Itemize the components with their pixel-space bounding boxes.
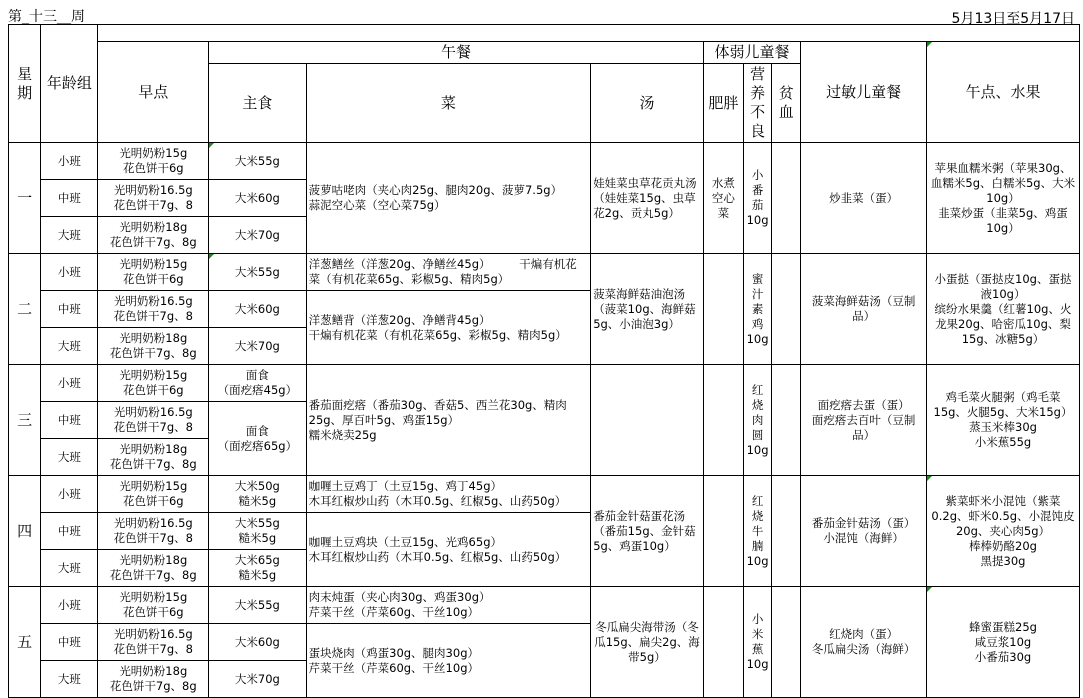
anemia-cell (772, 365, 801, 476)
header-weekday: 星 期 (9, 25, 41, 143)
staple-cell: 面食 （面疙瘩45g） (209, 365, 307, 402)
afternoon-cell: 鸡毛菜火腿粥（鸡毛菜15g、火腿5g、大米15g） 蒸玉米棒30g 小米蕉55g (927, 365, 1080, 476)
age-group-cell: 中班 (41, 513, 98, 550)
header-malnourished: 营 养 不 良 (744, 64, 772, 143)
malnourished-cell: 红 烧 牛 腩 10g (744, 476, 772, 587)
staple-cell: 大米70g (209, 661, 307, 698)
afternoon-cell: 紫菜虾米小混饨（紫菜0.2g、虾米0.5g、小混饨皮20g、夹心肉5g） 棒棒奶酪20g 黑提30g (927, 476, 1080, 587)
staple-cell: 大米60g (209, 291, 307, 328)
anemia-cell (772, 254, 801, 365)
header-blank (98, 25, 1080, 42)
staple-cell: 大米55g 糙米5g (209, 513, 307, 550)
breakfast-cell: 光明奶粉16.5g 花色饼干7g、8 (98, 180, 209, 217)
obese-cell (703, 254, 743, 365)
age-group-cell: 中班 (41, 624, 98, 661)
header-age-group: 年龄组 (41, 25, 98, 143)
staple-cell: 大米60g (209, 180, 307, 217)
dish-cell: 咖喱土豆鸡块（土豆15g、光鸡65g） 木耳红椒炒山药（木耳0.5g、红椒5g、山药50g） (306, 513, 591, 587)
obese-cell (703, 587, 743, 698)
breakfast-cell: 光明奶粉15g 花色饼干6g (98, 476, 209, 513)
dish-cell: 洋葱鳝背（洋葱20g、净鳝背45g） 干煸有机花菜（有机花菜65g、彩椒5g、精肉5g） (306, 291, 591, 365)
anemia-cell (772, 143, 801, 254)
age-group-cell: 大班 (41, 439, 98, 476)
dish-cell: 菠萝咕咾肉（夹心肉25g、腿肉20g、菠萝7.5g） 蒜泥空心菜（空心菜75g） (306, 143, 591, 254)
breakfast-cell: 光明奶粉15g 花色饼干6g (98, 365, 209, 402)
afternoon-cell: 蜂蜜蛋糕25g 咸豆浆10g 小番茄30g (927, 587, 1080, 698)
afternoon-cell: 小蛋挞（蛋挞皮10g、蛋挞液10g） 缤纷水果羹（红薯10g、火龙果20g、哈密瓜10g、梨15g、冰糖5g） (927, 254, 1080, 365)
staple-cell: 大米55g (209, 254, 307, 291)
breakfast-cell: 光明奶粉18g 花色饼干7g、8g (98, 550, 209, 587)
staple-cell: 大米55g (209, 587, 307, 624)
age-group-cell: 小班 (41, 476, 98, 513)
malnourished-cell: 小 米 蕉 10g (744, 587, 772, 698)
allergy-cell: 炒韭菜（蛋） (801, 143, 927, 254)
age-group-cell: 小班 (41, 143, 98, 180)
dish-cell: 蛋块烧肉（鸡蛋30g、腿肉30g） 芹菜干丝（芹菜60g、干丝10g） (306, 624, 591, 698)
breakfast-cell: 光明奶粉16.5g 花色饼干7g、8 (98, 513, 209, 550)
staple-cell: 大米70g (209, 217, 307, 254)
week-label: 第_十三__周 (8, 9, 85, 25)
breakfast-cell: 光明奶粉18g 花色饼干7g、8g (98, 439, 209, 476)
age-group-cell: 小班 (41, 587, 98, 624)
age-group-cell: 大班 (41, 661, 98, 698)
header-obese: 肥胖 (703, 64, 743, 143)
weekday-cell: 三 (9, 365, 41, 476)
date-range: 5月13日至5月17日 (951, 11, 1075, 27)
staple-cell: 面食 （面疙瘩65g） (209, 402, 307, 476)
soup-cell (591, 365, 704, 476)
soup-cell: 冬瓜扁尖海带汤（冬瓜15g、扁尖2g、海带5g） (591, 587, 704, 698)
header-anemia: 贫 血 (772, 64, 801, 143)
obese-cell: 水煮 空心 菜 (703, 143, 743, 254)
dish-cell: 洋葱鳝丝（洋葱20g、净鳝丝45g） 干煸有机花菜（有机花菜65g、彩椒5g、精肉5g） (306, 254, 591, 291)
dish-cell: 肉末炖蛋（夹心肉30g、鸡蛋30g） 芹菜干丝（芹菜60g、干丝10g） (306, 587, 591, 624)
dish-cell: 番茄面疙瘩（番茄30g、香菇5、西兰花30g、精肉25g、厚百叶5g、鸡蛋15g） 糯米烧卖25g (306, 365, 591, 476)
age-group-cell: 大班 (41, 550, 98, 587)
breakfast-cell: 光明奶粉16.5g 花色饼干7g、8 (98, 624, 209, 661)
breakfast-cell: 光明奶粉18g 花色饼干7g、8g (98, 328, 209, 365)
allergy-cell: 面疙瘩去蛋（蛋） 面疙瘩去百叶（豆制品） (801, 365, 927, 476)
staple-cell: 大米60g (209, 624, 307, 661)
breakfast-cell: 光明奶粉18g 花色饼干7g、8g (98, 217, 209, 254)
weekday-cell: 四 (9, 476, 41, 587)
allergy-cell: 番茄金针菇汤（蛋） 小混饨（海鲜） (801, 476, 927, 587)
staple-cell: 大米50g 糙米5g (209, 476, 307, 513)
obese-cell (703, 476, 743, 587)
age-group-cell: 中班 (41, 402, 98, 439)
malnourished-cell: 红 烧 肉 圆 10g (744, 365, 772, 476)
age-group-cell: 中班 (41, 180, 98, 217)
breakfast-cell: 光明奶粉16.5g 花色饼干7g、8 (98, 402, 209, 439)
weekly-menu-table (8, 24, 1080, 698)
header-breakfast: 早点 (98, 42, 209, 143)
age-group-cell: 小班 (41, 254, 98, 291)
afternoon-cell: 苹果血糯米粥（苹果30g、血糯米5g、白糯米5g、大米10g） 韭菜炒蛋（韭菜5g、鸡蛋10g） (927, 143, 1080, 254)
weekday-cell: 一 (9, 143, 41, 254)
age-group-cell: 中班 (41, 291, 98, 328)
breakfast-cell: 光明奶粉18g 花色饼干7g、8g (98, 661, 209, 698)
soup-cell: 娃娃菜虫草花贡丸汤（娃娃菜15g、虫草花2g、贡丸5g） (591, 143, 704, 254)
dish-cell: 咖喱土豆鸡丁（土豆15g、鸡丁45g） 木耳红椒炒山药（木耳0.5g、红椒5g、山药50g） (306, 476, 591, 513)
header-soup: 汤 (591, 64, 704, 143)
weekday-cell: 五 (9, 587, 41, 698)
malnourished-cell: 小 番 茄 10g (744, 143, 772, 254)
soup-cell: 菠菜海鲜菇油泡汤（菠菜10g、海鲜菇5g、小油泡3g） (591, 254, 704, 365)
allergy-cell: 菠菜海鲜菇汤（豆制品） (801, 254, 927, 365)
breakfast-cell: 光明奶粉16.5g 花色饼干7g、8 (98, 291, 209, 328)
breakfast-cell: 光明奶粉15g 花色饼干6g (98, 254, 209, 291)
malnourished-cell: 蜜 汁 素 鸡 10g (744, 254, 772, 365)
header-staple: 主食 (209, 64, 307, 143)
anemia-cell (772, 587, 801, 698)
allergy-cell: 红烧肉（蛋） 冬瓜扁尖汤（海鲜） (801, 587, 927, 698)
soup-cell: 番茄金针菇蛋花汤（番茄15g、金针菇5g、鸡蛋10g） (591, 476, 704, 587)
header-lunch: 午餐 (209, 42, 704, 64)
age-group-cell: 大班 (41, 217, 98, 254)
header-afternoon: 午点、水果 (927, 42, 1080, 143)
header-allergy: 过敏儿童餐 (801, 42, 927, 143)
header-dish: 菜 (306, 64, 591, 143)
weekday-cell: 二 (9, 254, 41, 365)
staple-cell: 大米70g (209, 328, 307, 365)
obese-cell (703, 365, 743, 476)
header-weak-children: 体弱儿童餐 (703, 42, 801, 64)
staple-cell: 大米65g 糙米5g (209, 550, 307, 587)
age-group-cell: 小班 (41, 365, 98, 402)
anemia-cell (772, 476, 801, 587)
age-group-cell: 大班 (41, 328, 98, 365)
breakfast-cell: 光明奶粉15g 花色饼干6g (98, 587, 209, 624)
staple-cell: 大米55g (209, 143, 307, 180)
breakfast-cell: 光明奶粉15g 花色饼干6g (98, 143, 209, 180)
